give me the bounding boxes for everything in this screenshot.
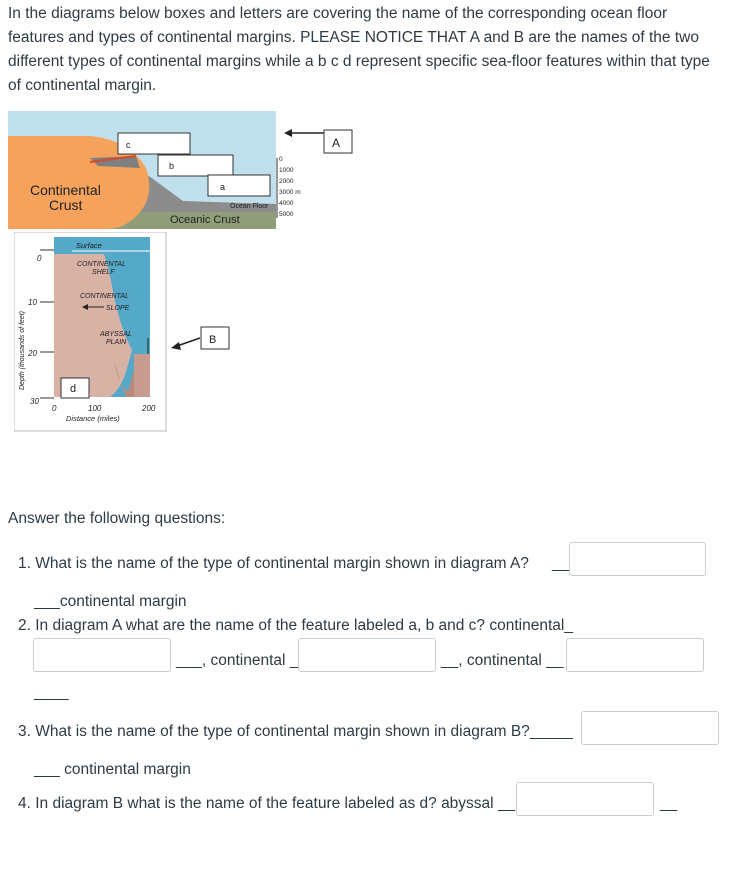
- arrow-head-a: [284, 129, 292, 137]
- answer-2c-input[interactable]: [566, 638, 704, 672]
- arrow-head-b: [171, 342, 181, 350]
- answer-1-input[interactable]: [569, 542, 706, 576]
- label-b: b: [169, 161, 175, 171]
- x-axis-title: Distance (miles): [66, 414, 120, 423]
- depth-2000: 2000: [279, 178, 294, 185]
- slope-label-1: CONTINENTAL: [80, 293, 129, 300]
- question-2-text: 2. In diagram A what are the name of the feature labeled a, b and c? continental_: [18, 617, 573, 634]
- instructions-paragraph: In the diagrams below boxes and letters are covering the name of the corresponding ocean floor features and types of continental margins. PLEASE NOTICE THAT A and B are the names of the two different types of continental margins while a b c d represent specific sea-floor features within that type of continental margin.: [8, 5, 710, 94]
- question-4-suffix: __: [660, 795, 678, 812]
- y-label-10: 10: [28, 298, 37, 307]
- x-label-0: 0: [52, 404, 57, 413]
- surface-label: Surface: [76, 241, 102, 250]
- question-2-tail: ____: [34, 684, 69, 701]
- label-B: B: [209, 334, 217, 346]
- questions-heading: Answer the following questions:: [8, 510, 226, 527]
- depth-3000: 3000 m: [279, 189, 301, 196]
- continental-crust-label-1: Continental: [30, 182, 101, 198]
- depth-4000: 4000: [279, 200, 294, 207]
- question-2-separator-1: ___, continental _: [176, 652, 299, 669]
- question-2-separator-2: __, continental __: [441, 652, 564, 669]
- label-c: c: [126, 140, 131, 150]
- arrow-to-diagram-b: [177, 338, 200, 346]
- y-label-0: 0: [37, 254, 42, 263]
- answer-2b-input[interactable]: [298, 638, 436, 672]
- question-1-suffix: __: [552, 555, 570, 572]
- shelf-label-1: CONTINENTAL: [77, 261, 126, 268]
- label-a: a: [220, 182, 226, 192]
- shelf-label-2: SHELF: [92, 269, 115, 276]
- continental-crust-label-2: Crust: [49, 197, 83, 213]
- depth-1000: 1000: [279, 167, 294, 174]
- question-1-text: 1. What is the name of the type of continental margin shown in diagram A?: [18, 555, 529, 572]
- question-3-prefix: ___ continental margin: [34, 761, 191, 778]
- answer-4-input[interactable]: [516, 782, 654, 816]
- seafloor-base: [134, 354, 150, 397]
- diagram-b: [14, 232, 236, 432]
- slope-label-2: SLOPE: [106, 305, 130, 312]
- y-axis-title: Depth (thousands of feet): [19, 311, 26, 390]
- diagram-a: [8, 106, 370, 236]
- x-label-200: 200: [142, 404, 156, 413]
- plain-label-1: ABYSSAL: [100, 331, 132, 338]
- question-1-prefix: ___continental margin: [34, 593, 187, 610]
- answer-3-input[interactable]: [581, 711, 719, 745]
- depth-0: 0: [279, 156, 283, 163]
- y-label-20: 20: [28, 349, 37, 358]
- label-d: d: [70, 383, 77, 395]
- plain-label-2: PLAIN: [106, 339, 127, 346]
- answer-2a-input[interactable]: [33, 638, 171, 672]
- label-A: A: [332, 136, 341, 150]
- question-4-text: 4. In diagram B what is the name of the feature labeled as d? abyssal __: [18, 795, 516, 812]
- ocean-floor-label: Ocean Floor: [230, 203, 269, 210]
- box-a: [208, 175, 270, 196]
- depth-5000: 5000: [279, 211, 294, 218]
- y-label-30: 30: [30, 397, 39, 406]
- oceanic-crust-label: Oceanic Crust: [170, 214, 240, 226]
- x-label-100: 100: [88, 404, 102, 413]
- question-3-text: 3. What is the name of the type of continental margin shown in diagram B?_____: [18, 723, 573, 740]
